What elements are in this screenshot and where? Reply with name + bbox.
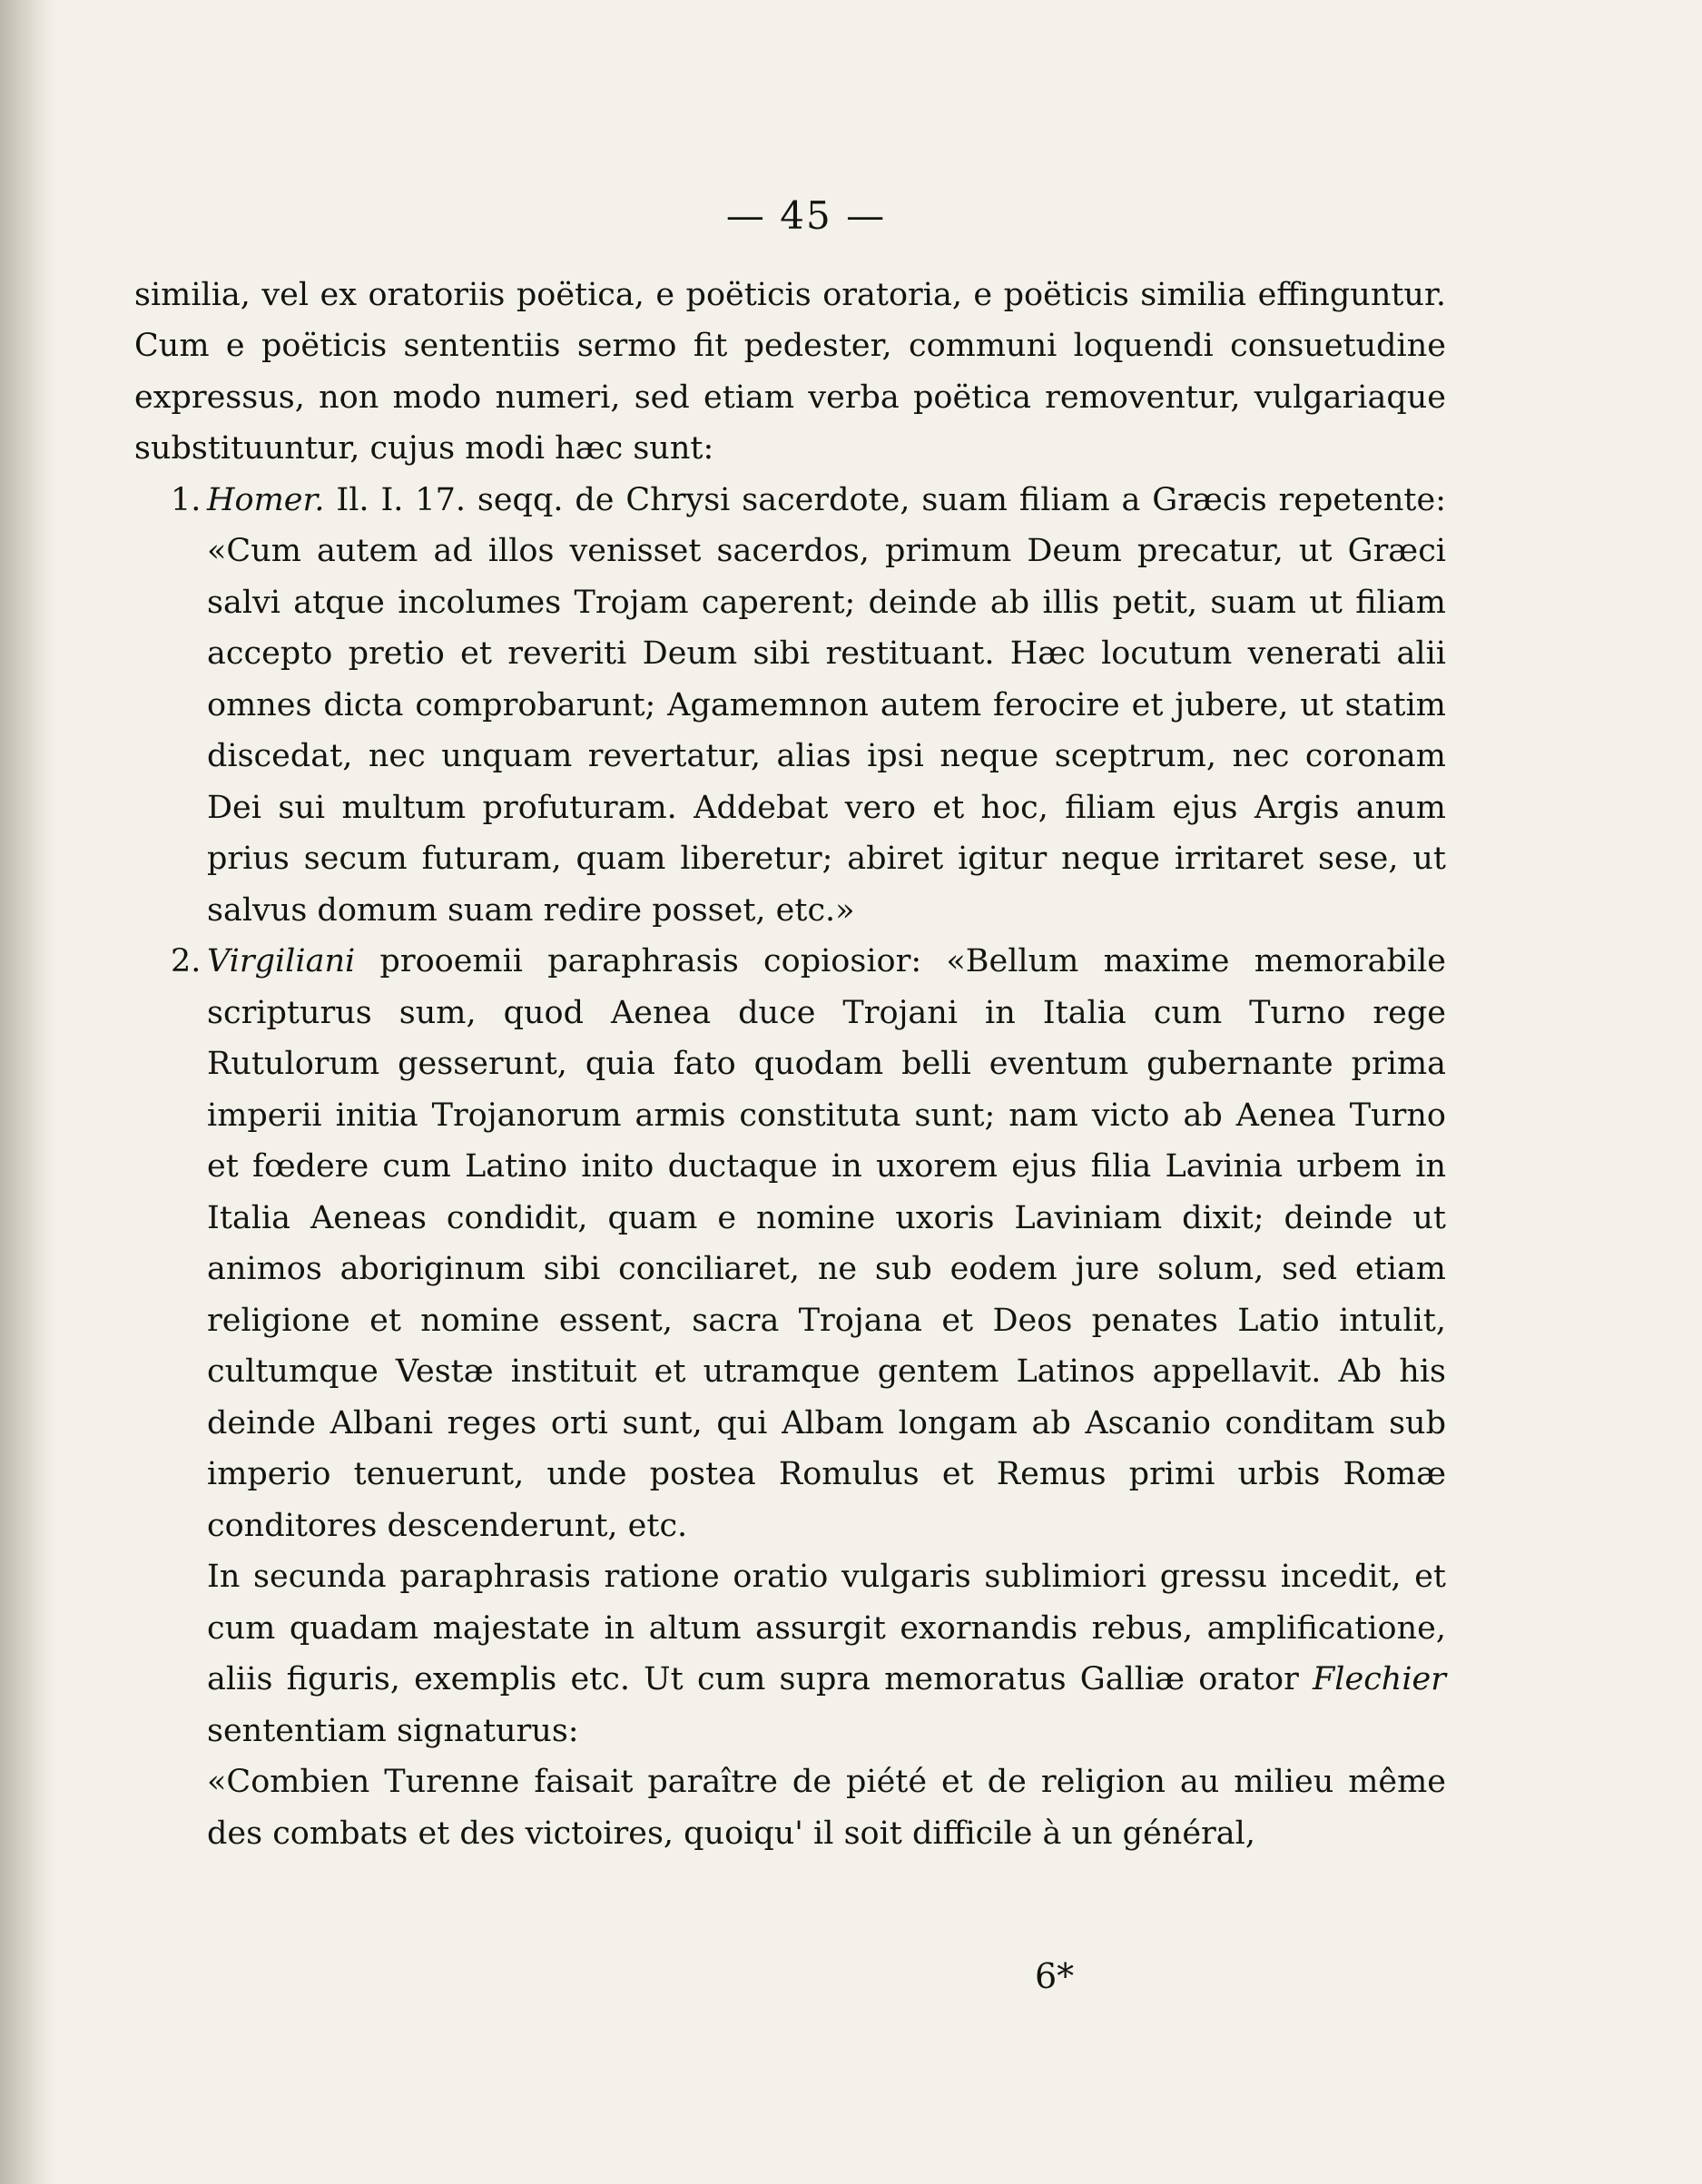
- item-lead-italic: Homer.: [207, 481, 325, 518]
- list-item-homer: [134, 475, 1446, 937]
- list-item-virgil: [134, 936, 1446, 1551]
- page-text: [134, 191, 1446, 1859]
- french-quote: «Combien Turenne faisait paraître de piété et de religion au milieu même des combats et des victoires, quoiqu' il soit difficile à un général,: [207, 1764, 1446, 1852]
- item-text: prooemii paraphrasis copiosior: «Bellum maxime memorabile scripturus sum, quod Aenea duce Trojani in Italia cum Turno rege Rutulorum gesserunt, quia fato quodam belli eventum gubernante prima imperii initia Trojanorum armis constituta sunt; nam victo ab Aenea Turno et fœdere cum Latino inito ductaque in uxorem ejus filia Lavinia urbem in Italia Aeneas condidit, quam e nomine uxoris Laviniam dixit; deinde ut animos aboriginum sibi conciliaret, ne sub eodem jure solum, sed etiam religione et nomine essent, sacra Trojana et Deos penates Latio intulit, cultumque Vestæ instituit et utramque gentem Latinos appellavit. Ab his deinde Albani reges orti sunt, qui Albam longam ab Ascanio conditam sub imperio tenuerunt, unde postea Romulus et Remus primi urbis Romæ conditores descenderunt, etc.: [207, 943, 1446, 1544]
- page-number: — 45 —: [725, 193, 887, 238]
- second-para-text: In secunda paraphrasis ratione oratio vulgaris sublimiori gressu incedit, et cum quadam majestate in altum assurgit exornandis rebus, amplificatione, aliis figuris, exemplis etc. Ut cum supra memoratus Galliæ orator: [207, 1559, 1446, 1697]
- signature-mark: 6*: [1035, 1956, 1075, 1996]
- gutter-shadow: [0, 0, 54, 2184]
- second-para-after: sententiam signaturus:: [207, 1712, 579, 1749]
- second-paraphrasis-paragraph: [134, 1551, 1446, 1756]
- item-number: 1.: [171, 481, 202, 518]
- orator-name: Flechier: [1313, 1661, 1446, 1697]
- intro-paragraph: similia, vel ex oratoriis poëtica, e poëticis oratoria, e poëticis similia effinguntur. Cum e poëticis sententiis sermo fit pedester, communi loquendi consuetudine expressus, non modo numeri, sed etiam verba poëtica removentur, vulgariaque substituuntur, cujus modi hæc sunt:: [134, 276, 1446, 467]
- item-lead-italic: Virgiliani: [207, 943, 356, 979]
- item-number: 2.: [171, 943, 202, 979]
- item-text: Il. I. 17. seqq. de Chrysi sacerdote, suam filiam a Græcis repetente: «Cum autem ad illos venisset sacerdos, primum Deum precatur, ut Græci salvi atque incolumes Trojam caperent; deinde ab illis petit, suam ut filiam accepto pretio et reveriti Deum sibi restituant. Hæc locutum venerati alii omnes dicta comprobarunt; Agamemnon autem ferocire et jubere, ut statim discedat, nec unquam revertatur, alias ipsi neque sceptrum, nec coronam Dei sui multum profuturam. Addebat vero et hoc, filiam ejus Argis anum prius secum futuram, quam liberetur; abiret igitur neque irritaret sese, ut salvus domum suam redire posset, etc.»: [207, 481, 1446, 929]
